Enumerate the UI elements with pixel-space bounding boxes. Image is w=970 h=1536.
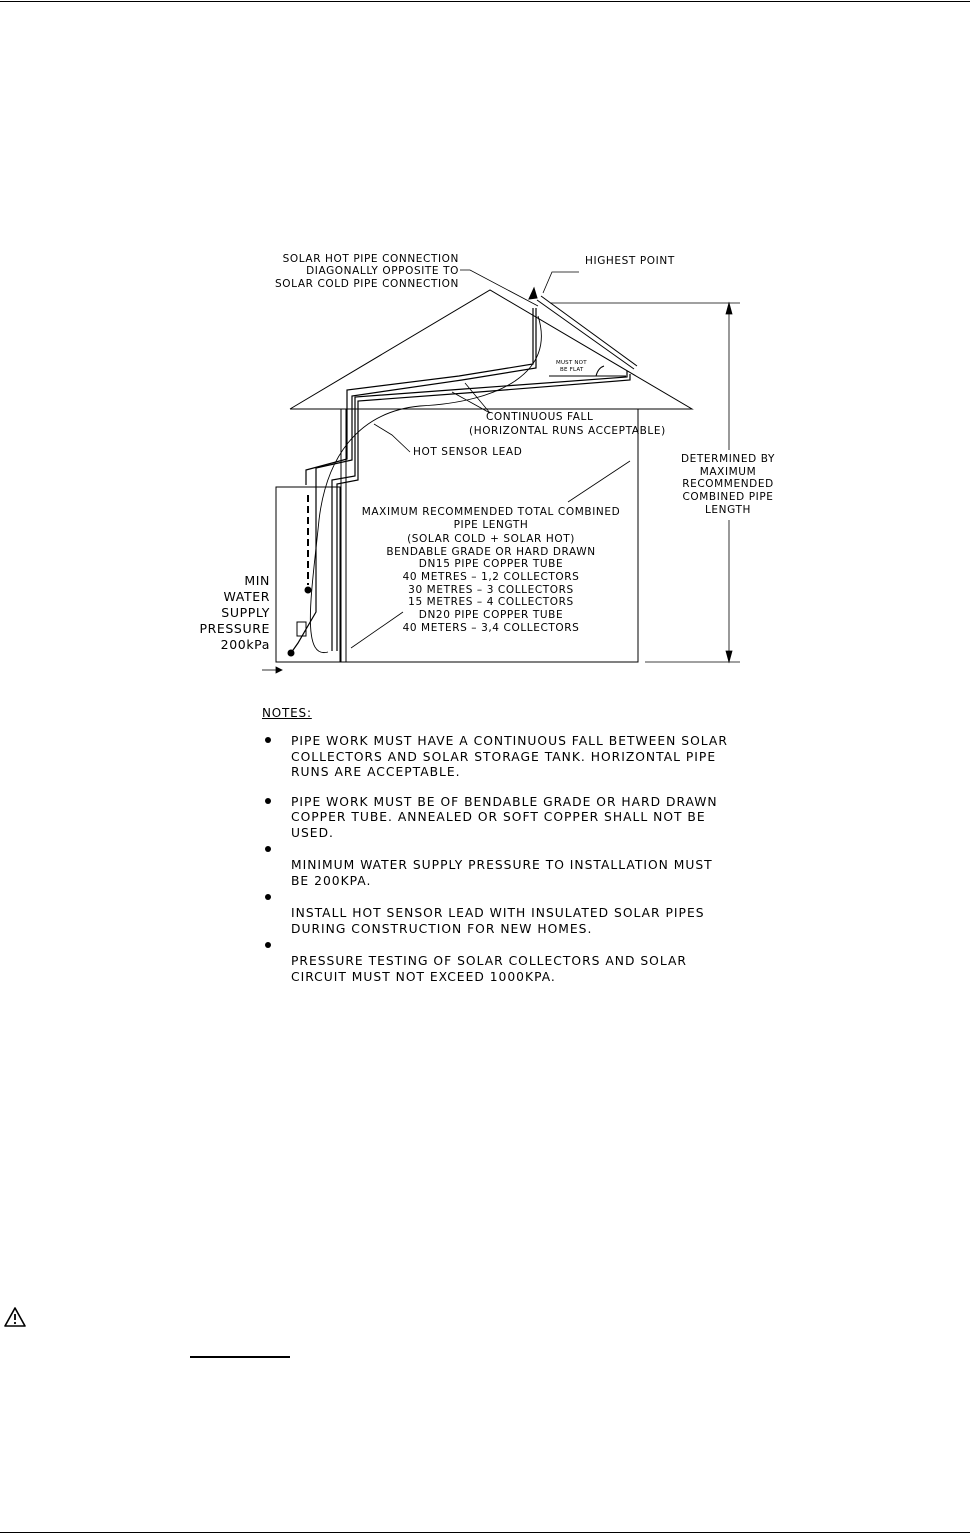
pipe-spec-line: 40 METERS – 3,4 COLLECTORS xyxy=(402,622,580,634)
pipe-spec-line: (SOLAR COLD + SOLAR HOT) xyxy=(407,533,575,545)
pipe-spec-line: DN20 PIPE COPPER TUBE xyxy=(418,609,564,621)
determined-by-label-2: MAXIMUM xyxy=(699,466,757,478)
continuous-fall-label-1: CONTINUOUS FALL xyxy=(486,411,594,423)
notes-title: NOTES: xyxy=(262,706,312,720)
determined-by-label-3: RECOMMENDED xyxy=(682,478,774,490)
pipe-spec-line: 30 METRES – 3 COLLECTORS xyxy=(408,584,574,596)
note-text: INSTALL HOT SENSOR LEAD WITH INSULATED SOLAR PIPES DURING CONSTRUCTION FOR NEW HOMES. xyxy=(291,906,705,936)
min-pressure-label-3: SUPPLY xyxy=(221,605,270,620)
heading-underline xyxy=(190,1356,290,1358)
must-not-be-flat-label-1: MUST NOT xyxy=(556,360,587,366)
determined-by-label-1: DETERMINED BY xyxy=(681,453,775,465)
solar-hot-connection-label-3: SOLAR COLD PIPE CONNECTION xyxy=(275,278,459,290)
notes-section xyxy=(262,706,782,999)
bullet-icon xyxy=(265,798,271,804)
pipe-spec-line: BENDABLE GRADE OR HARD DRAWN xyxy=(386,546,596,558)
note-text: PIPE WORK MUST HAVE A CONTINUOUS FALL BETWEEN SOLAR COLLECTORS AND SOLAR STORAGE TANK. HORIZONTAL PIPE RUNS ARE ACCEPTABLE. xyxy=(291,734,728,779)
note-text: MINIMUM WATER SUPPLY PRESSURE TO INSTALLATION MUST BE 200KPA. xyxy=(291,858,713,888)
solar-hot-connection-label-2: DIAGONALLY OPPOSITE TO xyxy=(306,265,459,277)
continuous-fall-label-2: (HORIZONTAL RUNS ACCEPTABLE) xyxy=(469,425,666,437)
note-text: PRESSURE TESTING OF SOLAR COLLECTORS AND SOLAR CIRCUIT MUST NOT EXCEED 1000KPA. xyxy=(291,954,687,984)
determined-by-label-4: COMBINED PIPE xyxy=(682,491,774,503)
note-item xyxy=(262,939,782,985)
determined-by-label-5: LENGTH xyxy=(704,504,752,516)
hot-sensor-lead-label: HOT SENSOR LEAD xyxy=(413,446,523,458)
warning-triangle-icon xyxy=(3,1306,27,1328)
note-item xyxy=(262,843,782,889)
pipe-spec-line: DN15 PIPE COPPER TUBE xyxy=(418,558,564,570)
bottom-rule xyxy=(0,1532,970,1533)
min-pressure-label-1: MIN xyxy=(244,573,270,588)
solar-hot-connection-label-1: SOLAR HOT PIPE CONNECTION xyxy=(282,253,459,265)
bullet-icon xyxy=(265,846,271,852)
note-item xyxy=(262,795,782,842)
pipe-spec-line: MAXIMUM RECOMMENDED TOTAL COMBINED xyxy=(361,506,621,518)
pipe-spec-line: 15 METRES – 4 COLLECTORS xyxy=(408,596,574,608)
note-item xyxy=(262,734,782,781)
storage-tank xyxy=(276,487,340,662)
note-item xyxy=(262,891,782,937)
highest-point-label: HIGHEST POINT xyxy=(585,255,675,267)
bullet-icon xyxy=(265,894,271,900)
pipe-spec-line: 40 METRES – 1,2 COLLECTORS xyxy=(402,571,580,583)
min-pressure-label-2: WATER xyxy=(223,589,270,604)
note-text: PIPE WORK MUST BE OF BENDABLE GRADE OR HARD DRAWN COPPER TUBE. ANNEALED OR SOFT COPPER SHALL NOT BE USED. xyxy=(291,794,718,840)
installation-diagram xyxy=(0,0,970,700)
min-pressure-label-4: PRESSURE xyxy=(199,621,270,636)
min-pressure-label-5: 200kPa xyxy=(220,637,270,652)
must-not-be-flat-label-2: BE FLAT xyxy=(560,367,584,373)
pipe-spec-line: PIPE LENGTH xyxy=(453,519,529,531)
bullet-icon xyxy=(265,737,271,743)
pipe-spec-block xyxy=(362,506,621,634)
bullet-icon xyxy=(265,942,271,948)
